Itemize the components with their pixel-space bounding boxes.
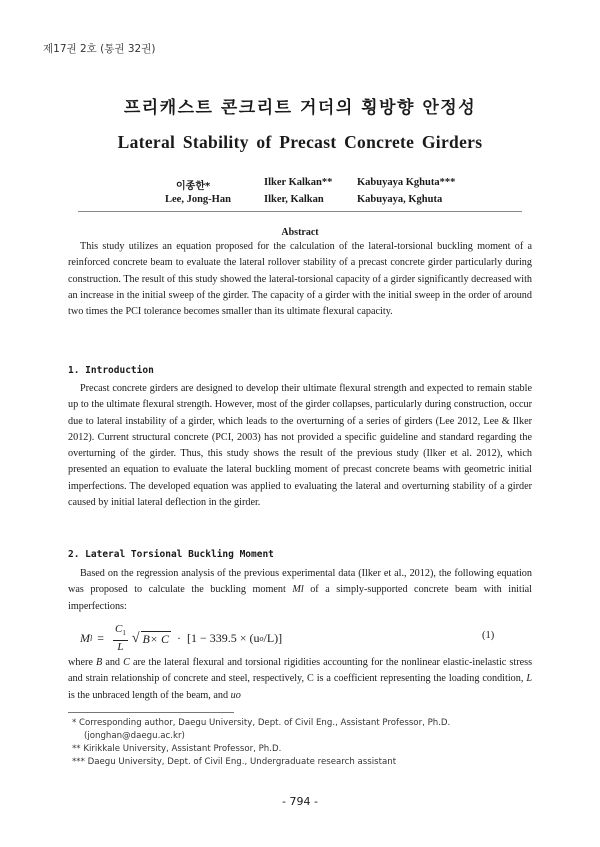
section-2-where-text [68, 655, 532, 704]
eq-sqrt-body: B× C [142, 631, 169, 646]
abstract-text: This study utilizes an equation proposed for the calculation of the lateral-torsional buckling moment of a reinforced concrete beam to evaluate the lateral rollover stability of a precast concrete girder particularly during construction. The result of this study showed the lateral-torsional capacity of a girder significantly decreased with an increase in the initial sweep of the girder. The capacity of a girder with the initial sweep in the order of around two times the PCI tolerance becomes smaller than its ultimate flexural capacity. [68, 241, 532, 318]
author-3-english: Kabuyaya, Kghuta [357, 194, 443, 205]
section-1-heading: 1. Introduction [68, 365, 154, 376]
where-text-4: is the unbraced length of the beam, and [68, 689, 229, 701]
author-1-korean: 이종한* [176, 181, 211, 192]
author-2-english: Ilker, Kalkan [264, 194, 324, 205]
eq-bracket: [1 − 339.5 × (u [186, 631, 260, 646]
eq-bracket-sub: o [259, 634, 264, 644]
footnote-1: * Corresponding author, Daegu University, Dept. of Civil Eng., Assistant Professor, Ph.D. [72, 718, 451, 728]
sqrt-icon: √ [131, 630, 140, 646]
title-divider [78, 211, 522, 212]
eq-bracket-end: /L)] [263, 631, 283, 646]
title-english: Lateral Stability of Precast Concrete Girders [117, 132, 483, 152]
var-c: C [123, 657, 130, 668]
equation-number: (1) [482, 630, 495, 641]
section-2-text-before: Based on the regression analysis of the previous experimental data (Ilker et al., 2012), the following equation was proposed to calculate the buckling moment [68, 568, 532, 596]
eq-equals: = [97, 631, 105, 646]
author-2-name: Ilker Kalkan** [264, 177, 333, 188]
var-b: B [95, 657, 103, 668]
where-text-1: where [68, 657, 93, 668]
section-2-text-after: of a simply-supported concrete beam with initial imperfections: [68, 584, 533, 612]
eq-numerator: C [115, 623, 123, 635]
section-2-text [68, 566, 532, 615]
section-2-heading: 2. Lateral Torsional Buckling Moment [68, 549, 274, 560]
title-korean: 프리캐스트 콘크리트 거더의 횡방향 안정성 [123, 98, 477, 118]
eq-lhs-sub: l [90, 634, 93, 644]
footnote-3: *** Daegu University, Dept. of Civil Eng., Undergraduate research assistant [72, 757, 397, 767]
equation-1 [80, 623, 282, 654]
footnote-2: ** Kirikkale University, Assistant Professor, Ph.D. [72, 744, 282, 754]
var-l: L [526, 673, 533, 685]
author-3-name: Kabuyaya Kghuta*** [357, 177, 456, 188]
eq-dot: · [176, 631, 181, 646]
abstract-heading: Abstract [281, 227, 319, 238]
journal-issue: 제17권 2호 (통권 32권) [43, 43, 156, 55]
eq-fraction [113, 623, 128, 654]
var-uo: uo [230, 689, 241, 701]
where-text-2: and [105, 657, 121, 668]
footnote-1-email: (jonghan@daegu.ac.kr) [84, 731, 185, 741]
eq-numerator-sub: 1 [122, 629, 126, 638]
footnote-divider [68, 712, 234, 713]
eq-denominator: L [117, 641, 124, 654]
author-1-english: Lee, Jong-Han [165, 194, 231, 205]
where-text-3: are the lateral flexural and torsional rigidities accounting for the nonlinear elastic-inelastic stress and strain relationship of concrete and steel, respectively, C is a coefficient representing the loading condition, [68, 657, 533, 685]
section-1-text: Precast concrete girders are designed to develop their ultimate flexural strength and expected to remain stable up to the ultimate flexural strength. However, most of the girder collapses, particularly during construction, occur due to lateral instability of a girder, which leads to the overturning of a series of girders (Lee 2012, Lee & Ilker 2012). Current structural concrete (PCI, 2003) has not provided a specific guideline and standard regarding the overturning of the girder. Thus, this study shows the result of the previous study (Ilker et al. 2012), which presented an equation to evaluate the lateral buckling moment of precast concrete beams with geometric initial imperfections. The developed equation was applied to evaluating the lateral and overturning stability of a girder caused by initial lateral deflection in the girder. [68, 383, 532, 509]
buckling-moment-symbol: Ml [292, 584, 304, 596]
eq-lhs: M [80, 631, 90, 646]
page-number: - 794 - [282, 795, 318, 808]
